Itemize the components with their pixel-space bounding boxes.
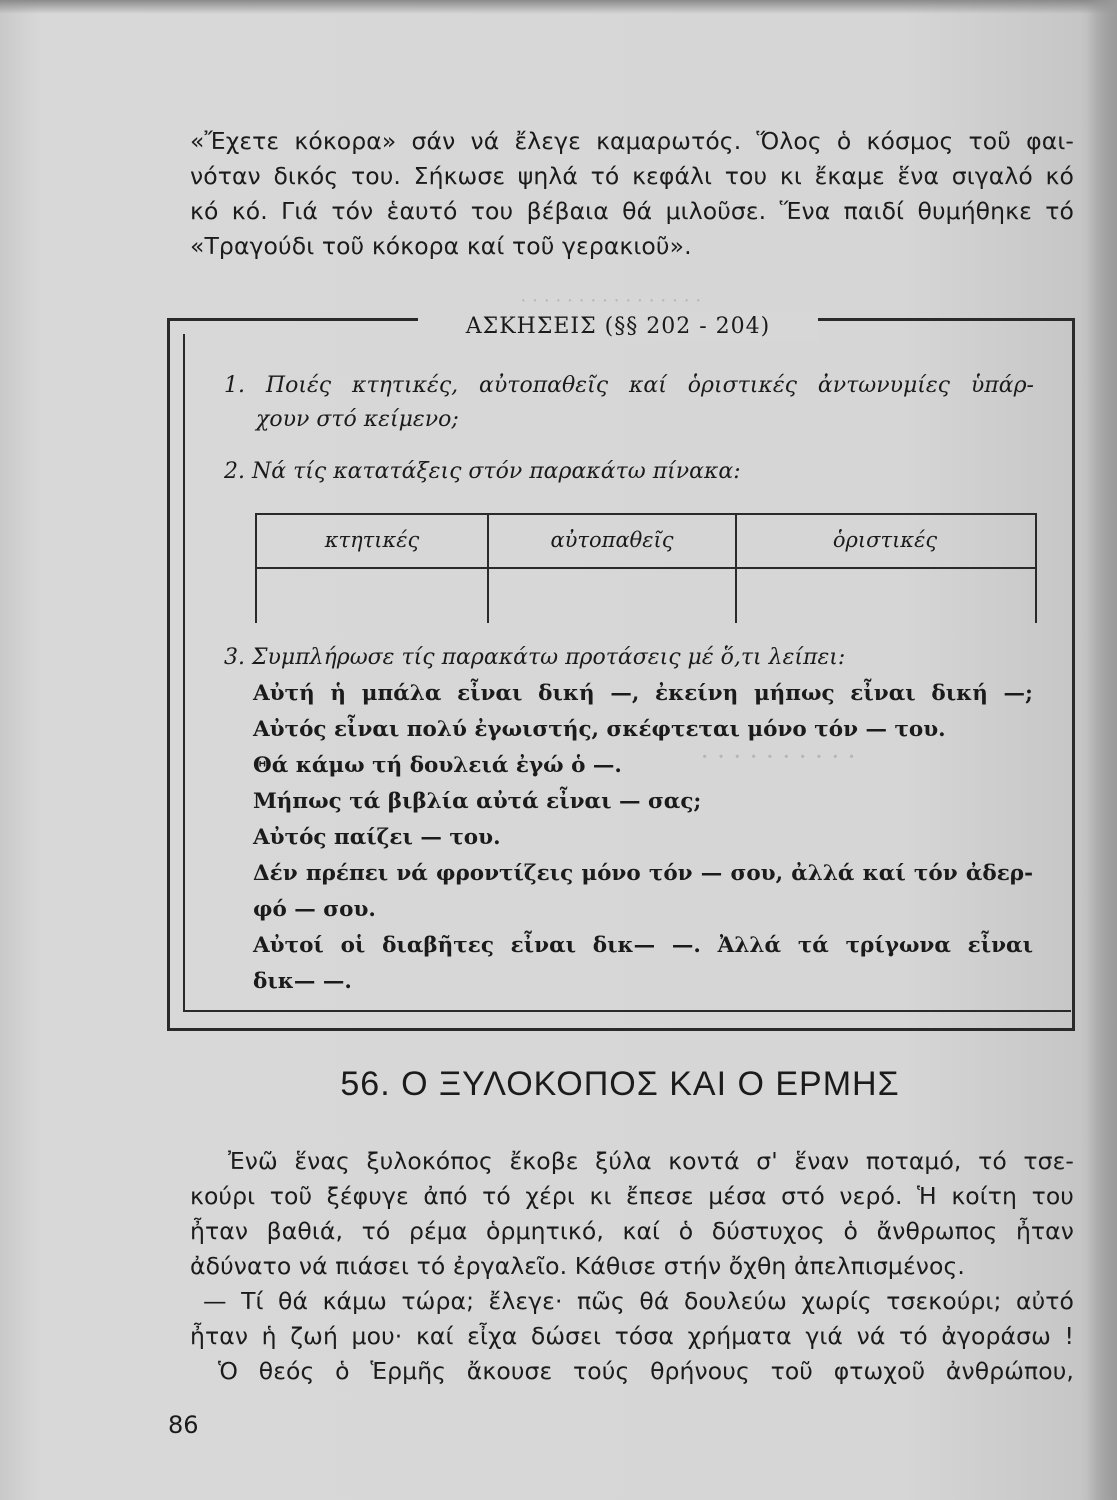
question-1-line: χουν στό κείμενο; <box>256 407 459 432</box>
bleed-through: · · · · · · · · · · <box>700 742 857 773</box>
chapter-line: κούρι τοῦ ξέφυγε ἀπό τό χέρι κι ἔπεσε μέσα στό νερό. Ἡ κοίτη του <box>190 1182 1074 1210</box>
chapter-heading: 56. Ο ΞΥΛΟΚΟΠΟΣ ΚΑΙ Ο ΕΡΜΗΣ <box>340 1065 900 1103</box>
top-shadow <box>0 0 1117 14</box>
intro-line: νόταν δικός του. Σήκωσε ψηλά τό κεφάλι του κι ἔκαμε ἕνα σιγαλό κό <box>190 162 1074 190</box>
classification-table <box>255 513 1037 623</box>
chapter-line: ἦταν βαθιά, τό ρέμα ὁρμητικό, καί ὁ δύστυχος ὁ ἄνθρωπος ἦταν <box>190 1217 1074 1245</box>
sentence: Αὐτή ἡ μπάλα εἶναι δική —, ἐκείνη μήπως εἶναι δική —; <box>253 681 1033 706</box>
intro-line: «Τραγούδι τοῦ κόκορα καί τοῦ γερακιοῦ». <box>190 232 692 260</box>
page-number: 86 <box>168 1411 199 1439</box>
bleed-through: · · · · · · · · · · · · · · · · <box>520 290 702 312</box>
chapter-line: ἀδύνατο νά πιάσει τό ἐργαλεῖο. Κάθισε στήν ὄχθη ἀπελπισμένος. <box>190 1252 965 1280</box>
question-3: 3. Συμπλήρωσε τίς παρακάτω προτάσεις μέ ὅ,τι λείπει: <box>224 645 846 670</box>
sentence: Θά κάμω τή δουλειά ἐγώ ὁ —. <box>253 753 622 778</box>
table-header-reflexive: αὐτοπαθεῖς <box>550 528 674 552</box>
table-row-divider <box>257 567 1035 569</box>
sentence: Αὐτός παίζει — του. <box>253 825 501 850</box>
chapter-line: Ἐνῶ ἕνας ξυλοκόπος ἔκοβε ξύλα κοντά σ' ἕναν ποταμό, τό τσε- <box>228 1147 1074 1175</box>
chapter-line: Ὁ θεός ὁ Ἑρμῆς ἄκουσε τούς θρήνους τοῦ φτωχοῦ ἀνθρώπου, <box>218 1357 1074 1385</box>
chapter-line: — Τί θά κάμω τώρα; ἔλεγε· πῶς θά δουλεύω χωρίς τσεκούρι; αὐτό <box>203 1287 1074 1315</box>
sentence: δικ— —. <box>253 969 352 994</box>
exercises-title: ΑΣΚΗΣΕΙΣ (§§ 202 - 204) <box>418 312 818 342</box>
question-1-line: 1. Ποιές κτητικές, αὐτοπαθεῖς καί ὁριστικές ἀντωνυμίες ὑπάρ- <box>224 373 1034 398</box>
page-edge-shadow <box>1087 0 1117 1500</box>
question-2: 2. Νά τίς κατατάξεις στόν παρακάτω πίνακα: <box>224 459 741 484</box>
sentence: Μήπως τά βιβλία αὐτά εἶναι — σας; <box>253 789 702 814</box>
intro-line: κό κό. Γιά τόν ἑαυτό του βέβαια θά μιλοῦσε. Ἕνα παιδί θυμήθηκε τό <box>190 197 1074 225</box>
intro-line: «Ἔχετε κόκορα» σάν νά ἔλεγε καμαρωτός. Ὅλος ὁ κόσμος τοῦ φαι- <box>190 127 1074 155</box>
sentence: Αὐτοί οἱ διαβῆτες εἶναι δικ— —. Ἀλλά τά τρίγωνα εἶναι <box>253 933 1033 958</box>
table-header-definite: ὁριστικές <box>832 528 938 552</box>
chapter-line: ἦταν ἡ ζωή μου· καί εἶχα δώσει τόσα χρήματα γιά νά τό ἀγοράσω ! <box>190 1322 1074 1350</box>
sentence: Αὐτός εἶναι πολύ ἐγωιστής, σκέφτεται μόνο τόν — του. <box>253 717 946 742</box>
sentence: Δέν πρέπει νά φροντίζεις μόνο τόν — σου, ἀλλά καί τόν ἀδερ- <box>253 861 1033 886</box>
sentence: φό — σου. <box>253 897 376 922</box>
table-header-possessive: κτητικές <box>324 528 420 552</box>
